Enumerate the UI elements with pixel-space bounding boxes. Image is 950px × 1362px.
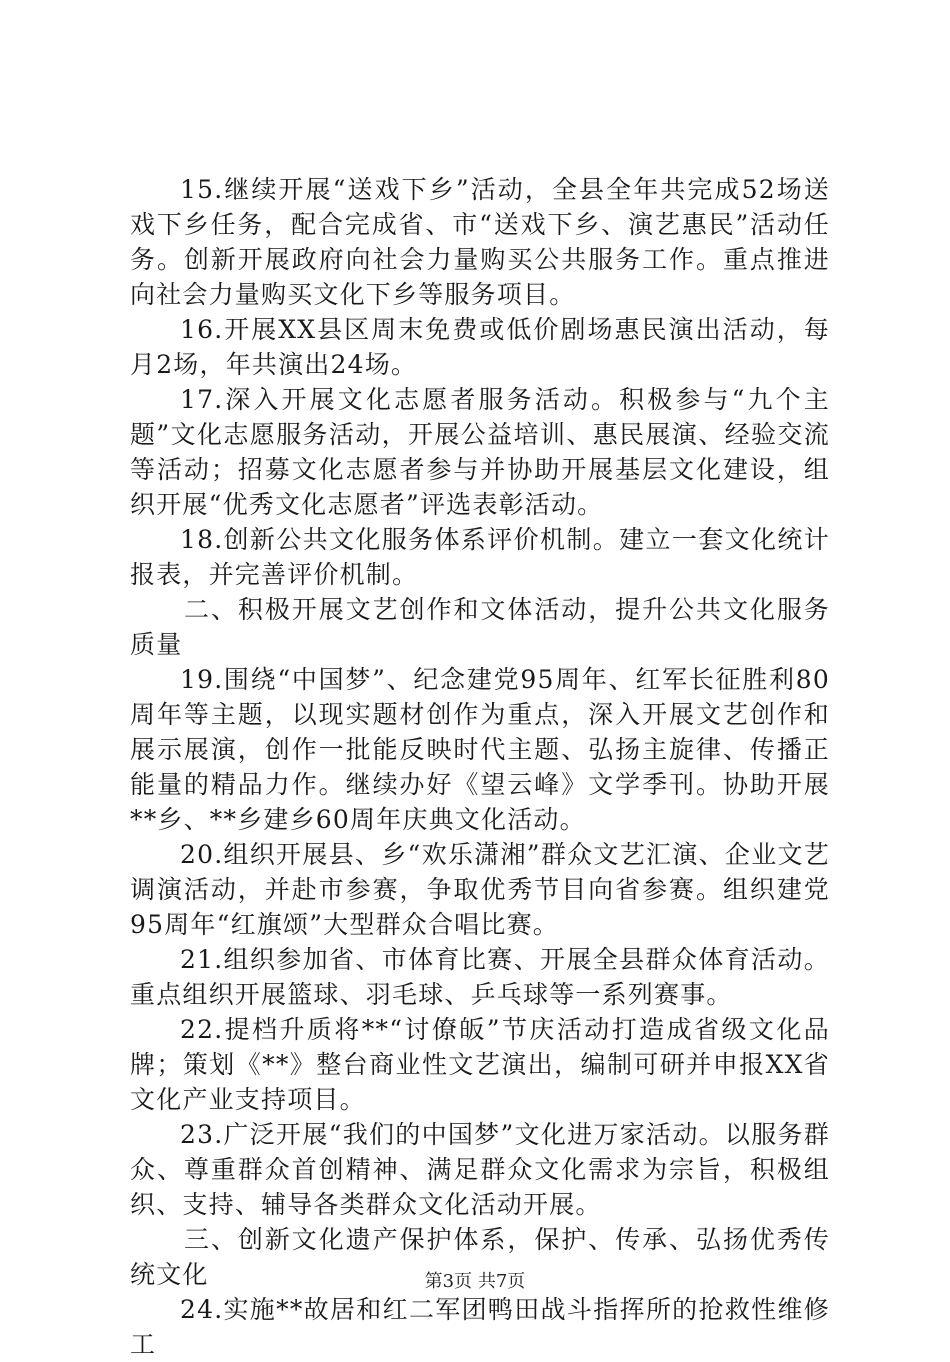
paragraph-item-22: 22.提档升质将**“讨僚皈”节庆活动打造成省级文化品牌；策划《**》整台商业性文艺演出，编制可研并申报XX省文化产业支持项目。 — [130, 1015, 830, 1114]
paragraph-item-16: 16.开展XX县区周末免费或低价剧场惠民演出活动，每月2场，年共演出24场。 — [130, 315, 830, 379]
section-heading-2: 二、积极开展文艺创作和文体活动，提升公共文化服务质量 — [130, 595, 830, 659]
paragraph-item-21: 21.组织参加省、市体育比赛、开展全县群众体育活动。重点组织开展篮球、羽毛球、乒乓球等一系列赛事。 — [130, 945, 830, 1009]
paragraph-item-24: 24.实施**故居和红二军团鸭田战斗指挥所的抢救性维修工 — [130, 1295, 830, 1359]
section-heading-3: 三、创新文化遗产保护体系，保护、传承、弘扬优秀传统文化 — [130, 1225, 830, 1289]
paragraph-item-19: 19.围绕“中国梦”、纪念建党95周年、红军长征胜利80周年等主题，以现实题材创作为重点，深入开展文艺创作和展示展演，创作一批能反映时代主题、弘扬主旋律、传播正能量的精品力作。继续办好《望云峰》文学季刊。协助开展**乡、**乡建乡60周年庆典文化活动。 — [130, 665, 830, 834]
paragraph-item-23: 23.广泛开展“我们的中国梦”文化进万家活动。以服务群众、尊重群众首创精神、满足群众文化需求为宗旨，积极组织、支持、辅导各类群众文化活动开展。 — [130, 1120, 830, 1219]
body-text — [130, 172, 830, 1362]
paragraph-item-17: 17.深入开展文化志愿者服务活动。积极参与“九个主题”文化志愿服务活动，开展公益培训、惠民展演、经验交流等活动；招募文化志愿者参与并协助开展基层文化建设，组织开展“优秀文化志愿者”评选表彰活动。 — [130, 385, 830, 519]
page-footer: 第3页 共7页 — [424, 1271, 526, 1292]
paragraph-item-18: 18.创新公共文化服务体系评价机制。建立一套文化统计报表，并完善评价机制。 — [130, 525, 830, 589]
paragraph-item-20: 20.组织开展县、乡“欢乐潇湘”群众文艺汇演、企业文艺调演活动，并赴市参赛，争取优秀节目向省参赛。组织建党95周年“红旗颂”大型群众合唱比赛。 — [130, 840, 830, 939]
paragraph-item-15: 15.继续开展“送戏下乡”活动，全县全年共完成52场送戏下乡任务，配合完成省、市“送戏下乡、演艺惠民”活动任务。创新开展政府向社会力量购买公共服务工作。重点推进向社会力量购买文化下乡等服务项目。 — [130, 175, 830, 309]
